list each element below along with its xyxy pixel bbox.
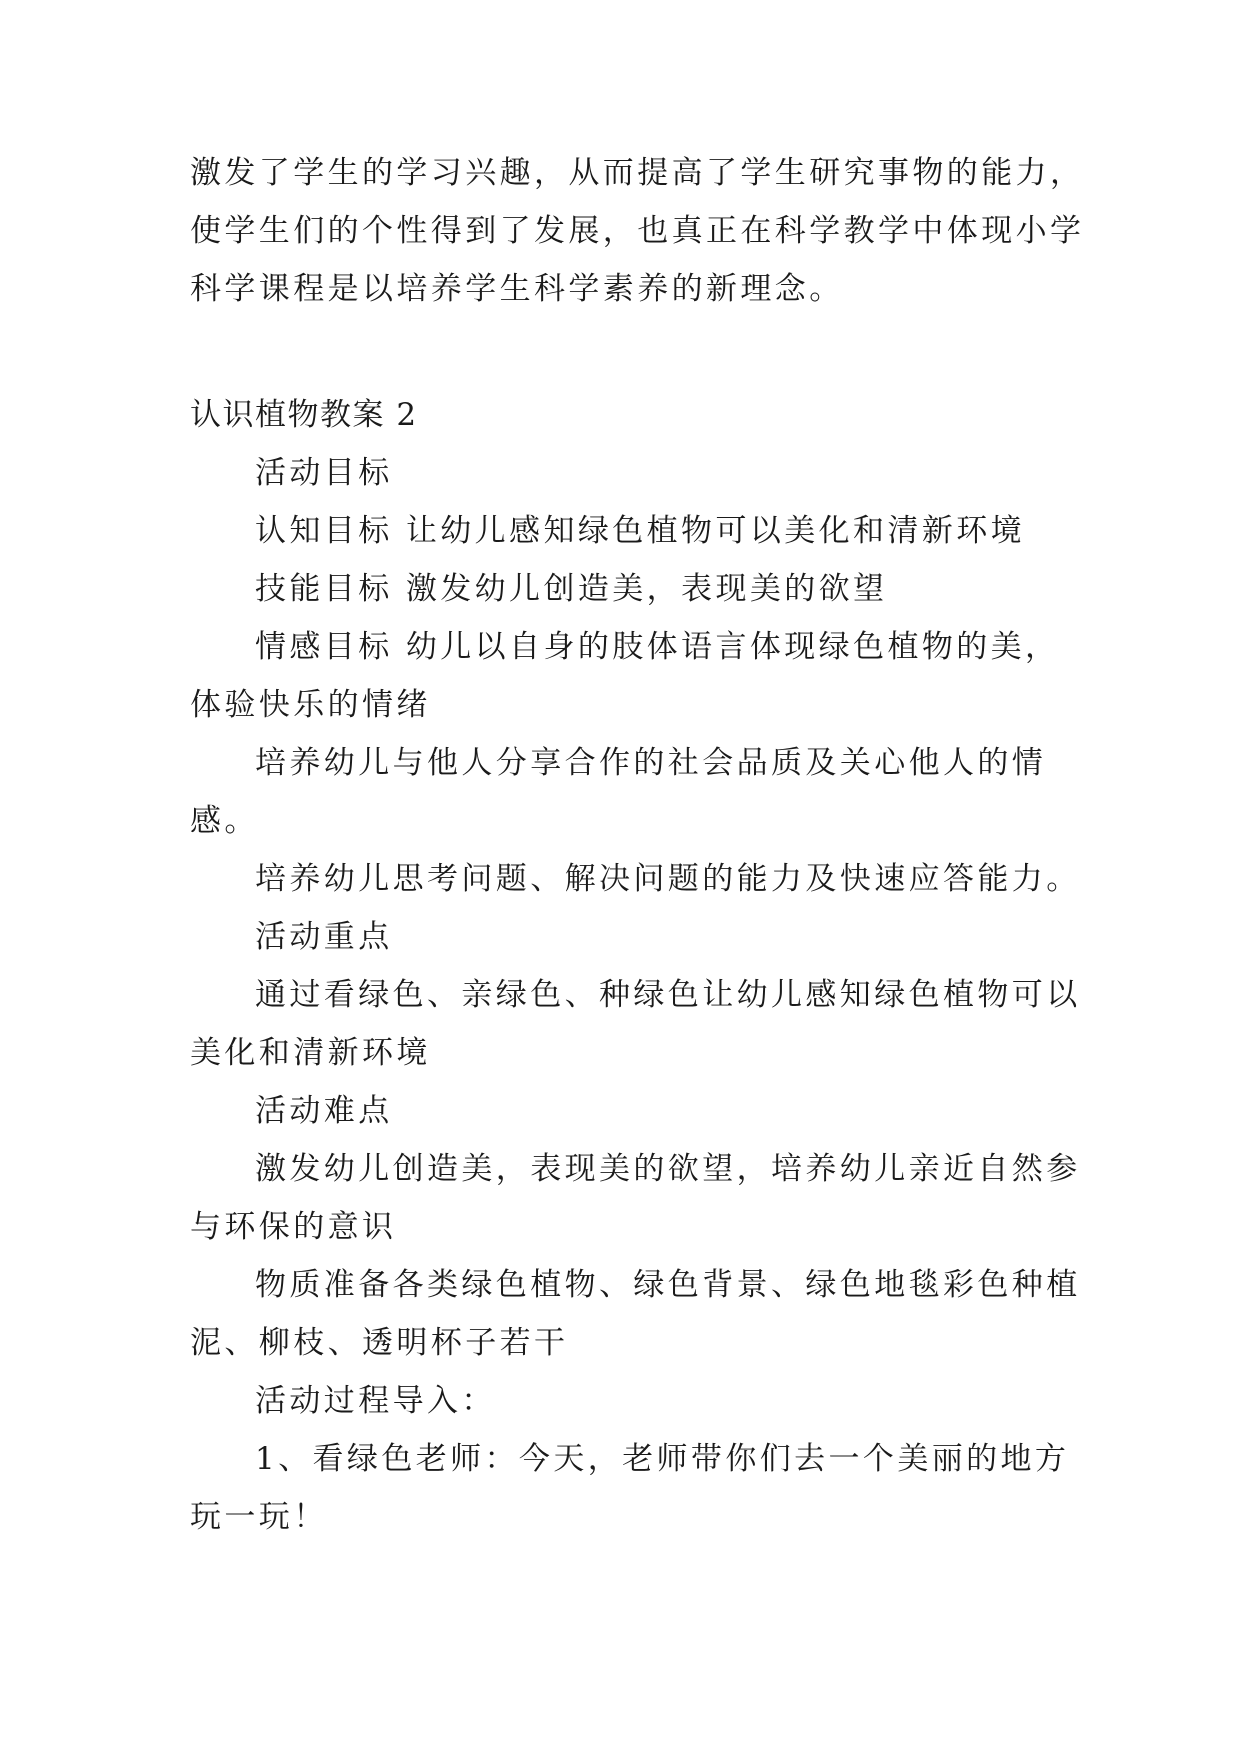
- intro-paragraph-line: 科学课程是以培养学生科学素养的新理念。: [190, 271, 844, 307]
- difficulty-paragraph-line: 激发幼儿创造美，表现美的欲望，培养幼儿亲近自然参: [255, 1151, 1081, 1187]
- materials-paragraph-line: 泥、柳枝、透明杯子若干: [190, 1325, 569, 1361]
- step-paragraph-line: 1、看绿色老师：今天，老师带你们去一个美丽的地方: [255, 1441, 1070, 1477]
- emotion-goal-line: 体验快乐的情绪: [190, 687, 431, 723]
- cultivate-paragraph: 培养幼儿思考问题、解决问题的能力及快速应答能力。: [255, 861, 1081, 897]
- focus-paragraph-line: 美化和清新环境: [190, 1035, 431, 1071]
- emotion-goal-line: 情感目标 幼儿以自身的肢体语言体现绿色植物的美，: [255, 629, 1060, 665]
- skill-goal: 技能目标 激发幼儿创造美，表现美的欲望: [255, 571, 888, 607]
- cognitive-goal: 认知目标 让幼儿感知绿色植物可以美化和清新环境: [255, 513, 1026, 549]
- process-intro-heading: 活动过程导入：: [255, 1383, 496, 1419]
- intro-paragraph-line: 使学生们的个性得到了发展，也真正在科学教学中体现小学: [190, 213, 1085, 249]
- focus-paragraph-line: 通过看绿色、亲绿色、种绿色让幼儿感知绿色植物可以: [255, 977, 1081, 1013]
- cultivate-paragraph-line: 感。: [190, 803, 259, 839]
- activity-difficulty-heading: 活动难点: [255, 1093, 393, 1129]
- activity-goal-heading: 活动目标: [255, 455, 393, 491]
- cultivate-paragraph-line: 培养幼儿与他人分享合作的社会品质及关心他人的情: [255, 745, 1047, 781]
- intro-paragraph-line: 激发了学生的学习兴趣，从而提高了学生研究事物的能力，: [190, 155, 1085, 191]
- section-title: 认识植物教案 2: [190, 397, 418, 433]
- materials-paragraph-line: 物质准备各类绿色植物、绿色背景、绿色地毯彩色种植: [255, 1267, 1081, 1303]
- step-paragraph-line: 玩一玩！: [190, 1499, 328, 1535]
- activity-focus-heading: 活动重点: [255, 919, 393, 955]
- difficulty-paragraph-line: 与环保的意识: [190, 1209, 397, 1245]
